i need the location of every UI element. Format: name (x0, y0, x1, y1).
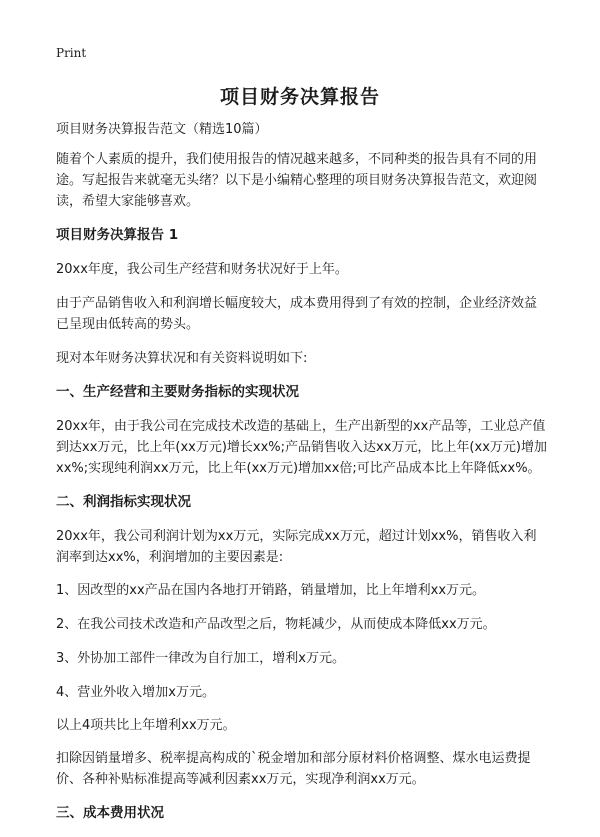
production-paragraph: 20xx年，由于我公司在完成技术改造的基础上，生产出新型的xx产品等，工业总产值到达xx万元，比上年(xx万元)增长xx%;产品销售收入达xx万元，比上年(xx万元)增加xx%;实现纯利润xx万元，比上年(xx万元)增加xx倍;可比产品成本比上年降低xx%。 (56, 419, 547, 476)
list-item: 4、营业外收入增加x万元。 (56, 685, 215, 700)
document-body (56, 119, 548, 837)
year-paragraph: 20xx年度，我公司生产经营和财务状况好于上年。 (56, 262, 348, 277)
list-item: 1、因改型的xx产品在国内各地打开销路，销量增加，比上年增利xx万元。 (56, 583, 486, 598)
profit-paragraph: 20xx年，我公司利润计划为xx万元，实际完成xx万元，超过计划xx%，销售收入利润率到达xx%，利润增加的主要因素是: (56, 529, 537, 565)
total-paragraph: 以上4项共比上年增利xx万元。 (56, 718, 236, 733)
explain-paragraph: 现对本年财务决算状况和有关资料说明如下: (56, 351, 308, 366)
deduct-paragraph: 扣除因销量增多、税率提高构成的`税金增加和部分原材料价格调整、煤水电运费提价、各种补贴标准提高等减利因素xx万元，实现净利润xx万元。 (56, 751, 531, 787)
section-heading-report-1: 项目财务决算报告 1 (56, 227, 179, 243)
page-title: 项目财务决算报告 (219, 86, 380, 108)
print-link[interactable]: Print (56, 46, 87, 60)
list-item: 2、在我公司技术改造和产品改型之后，物耗减少，从而使成本降低xx万元。 (56, 617, 496, 632)
section-heading-profit: 二、利润指标实现状况 (56, 494, 191, 510)
list-item: 3、外协加工部件一律改为自行加工，增利x万元。 (56, 651, 345, 666)
document-subtitle: 项目财务决算报告范文（精选10篇） (56, 122, 268, 137)
section-heading-cost: 三、成本费用状况 (56, 805, 164, 821)
income-paragraph: 由于产品销售收入和利润增长幅度较大，成本费用得到了有效的控制，企业经济效益已呈现由低转高的势头。 (56, 296, 538, 332)
intro-paragraph: 随着个人素质的提升，我们使用报告的情况越来越多，不同种类的报告具有不同的用途。写起报告来就毫无头绪？以下是小编精心整理的项目财务决算报告范文，欢迎阅读，希望大家能够喜欢。 (56, 152, 538, 209)
section-heading-production: 一、生产经营和主要财务指标的实现状况 (56, 384, 299, 400)
